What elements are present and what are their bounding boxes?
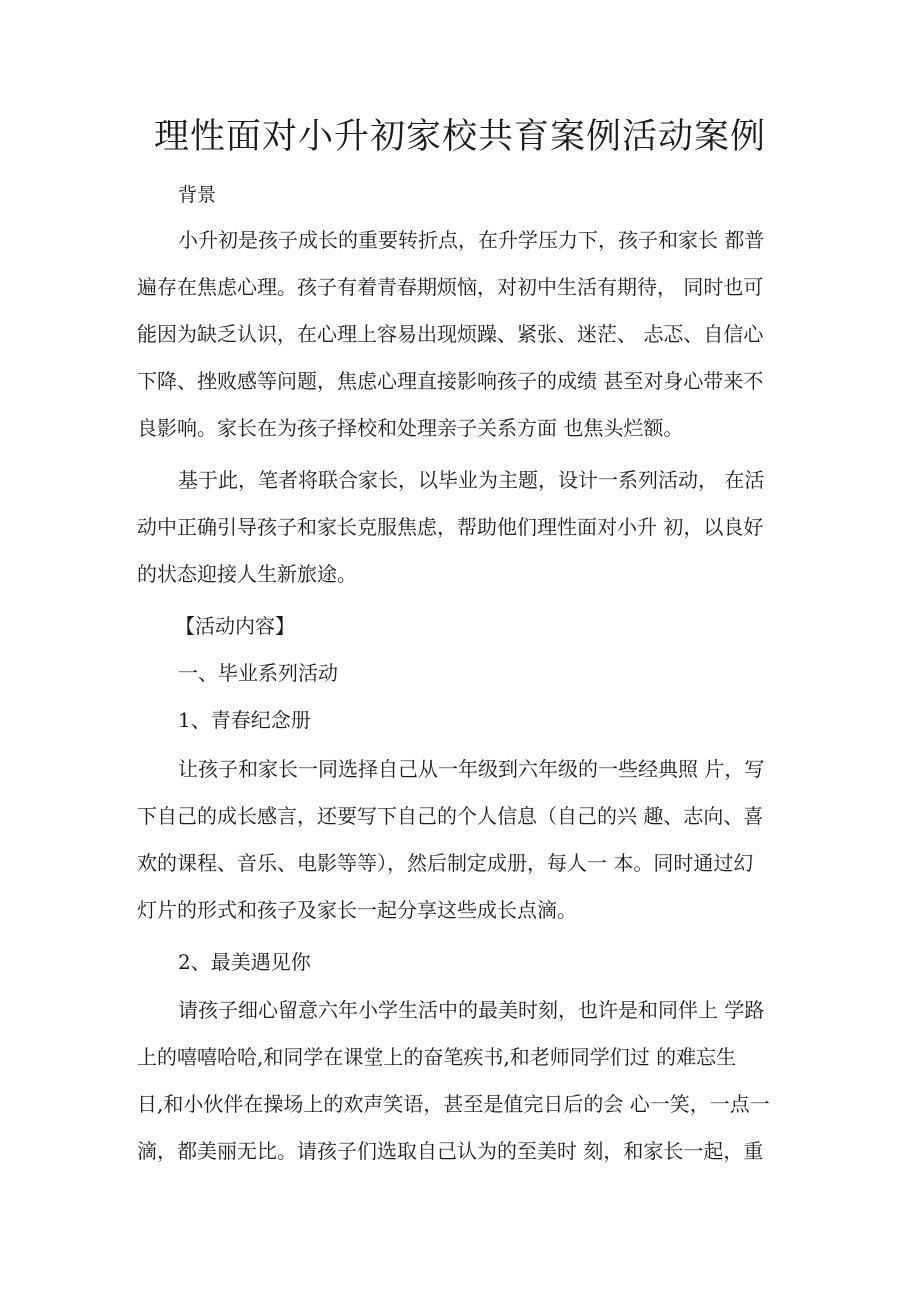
text-line: 一、毕业系列活动 (178, 661, 338, 685)
paragraph-best-meeting (137, 987, 787, 1175)
text-line: 滴，都美丽无比。请孩子们选取自己认为的至美时 刻，和家长一起，重 (137, 1139, 764, 1163)
text-line: 日,和小伙伴在操场上的欢声笑语，甚至是值完日后的会 心一笑，一点一 (137, 1092, 770, 1116)
text-line: 上的嘻嘻哈哈,和同学在课堂上的奋笔疾书,和老师同学们过 的难忘生 (137, 1045, 737, 1069)
heading-youth-album (137, 697, 787, 744)
text-line: 遍存在焦虑心理。孩子有着青春期烦恼，对初中生活有期待， 同时也可 (137, 275, 764, 299)
document-title: 理性面对小升初家校共育案例活动案例 (153, 117, 766, 157)
text-line: 背景 (178, 184, 217, 206)
text-line: 1、青春纪念册 (178, 708, 311, 732)
text-line: 欢的课程、音乐、电影等等），然后制定成册，每人一 本。同时通过幻 (137, 851, 754, 875)
text-line: 下降、挫败感等问题，焦虑心理直接影响孩子的成绩 甚至对身心带来不 (137, 369, 764, 393)
heading-activity-content (137, 603, 787, 650)
text-line: 动中正确引导孩子和家长克服焦虑，帮助他们理性面对小升 初，以良好 (137, 515, 764, 539)
section-label-background (137, 172, 787, 219)
text-line: 让孩子和家长一同选择自己从一年级到六年级的一些经典照 片，写 (178, 757, 765, 781)
heading-graduation-series (137, 650, 787, 697)
text-line: 良影响。家长在为孩子择校和处理亲子关系方面 也焦头烂额。 (137, 416, 684, 440)
paragraph-purpose (137, 457, 787, 598)
heading-best-meeting (137, 939, 787, 986)
text-line: 能因为缺乏认识，在心理上容易出现烦躁、紧张、迷茫、 忐忑、自信心 (137, 322, 764, 346)
text-line: 的状态迎接人生新旅途。 (137, 562, 357, 586)
text-line: 2、最美遇见你 (178, 950, 311, 974)
text-line: 小升初是孩子成长的重要转折点，在升学压力下，孩子和家长 都普 (178, 228, 765, 252)
paragraph-intro (137, 217, 787, 452)
text-line: 基于此，笔者将联合家长，以毕业为主题，设计一系列活动， 在活 (178, 468, 765, 492)
text-line: 【活动内容】 (175, 614, 295, 638)
text-line: 下自己的成长感言，还要写下自己的个人信息（自己的兴 趣、志向、喜 (137, 804, 764, 828)
text-line: 请孩子细心留意六年小学生活中的最美时刻，也许是和同伴上 学路 (178, 998, 765, 1022)
text-line: 灯片的形式和孩子及家长一起分享这些成长点滴。 (137, 898, 577, 922)
paragraph-youth-album (137, 746, 787, 934)
